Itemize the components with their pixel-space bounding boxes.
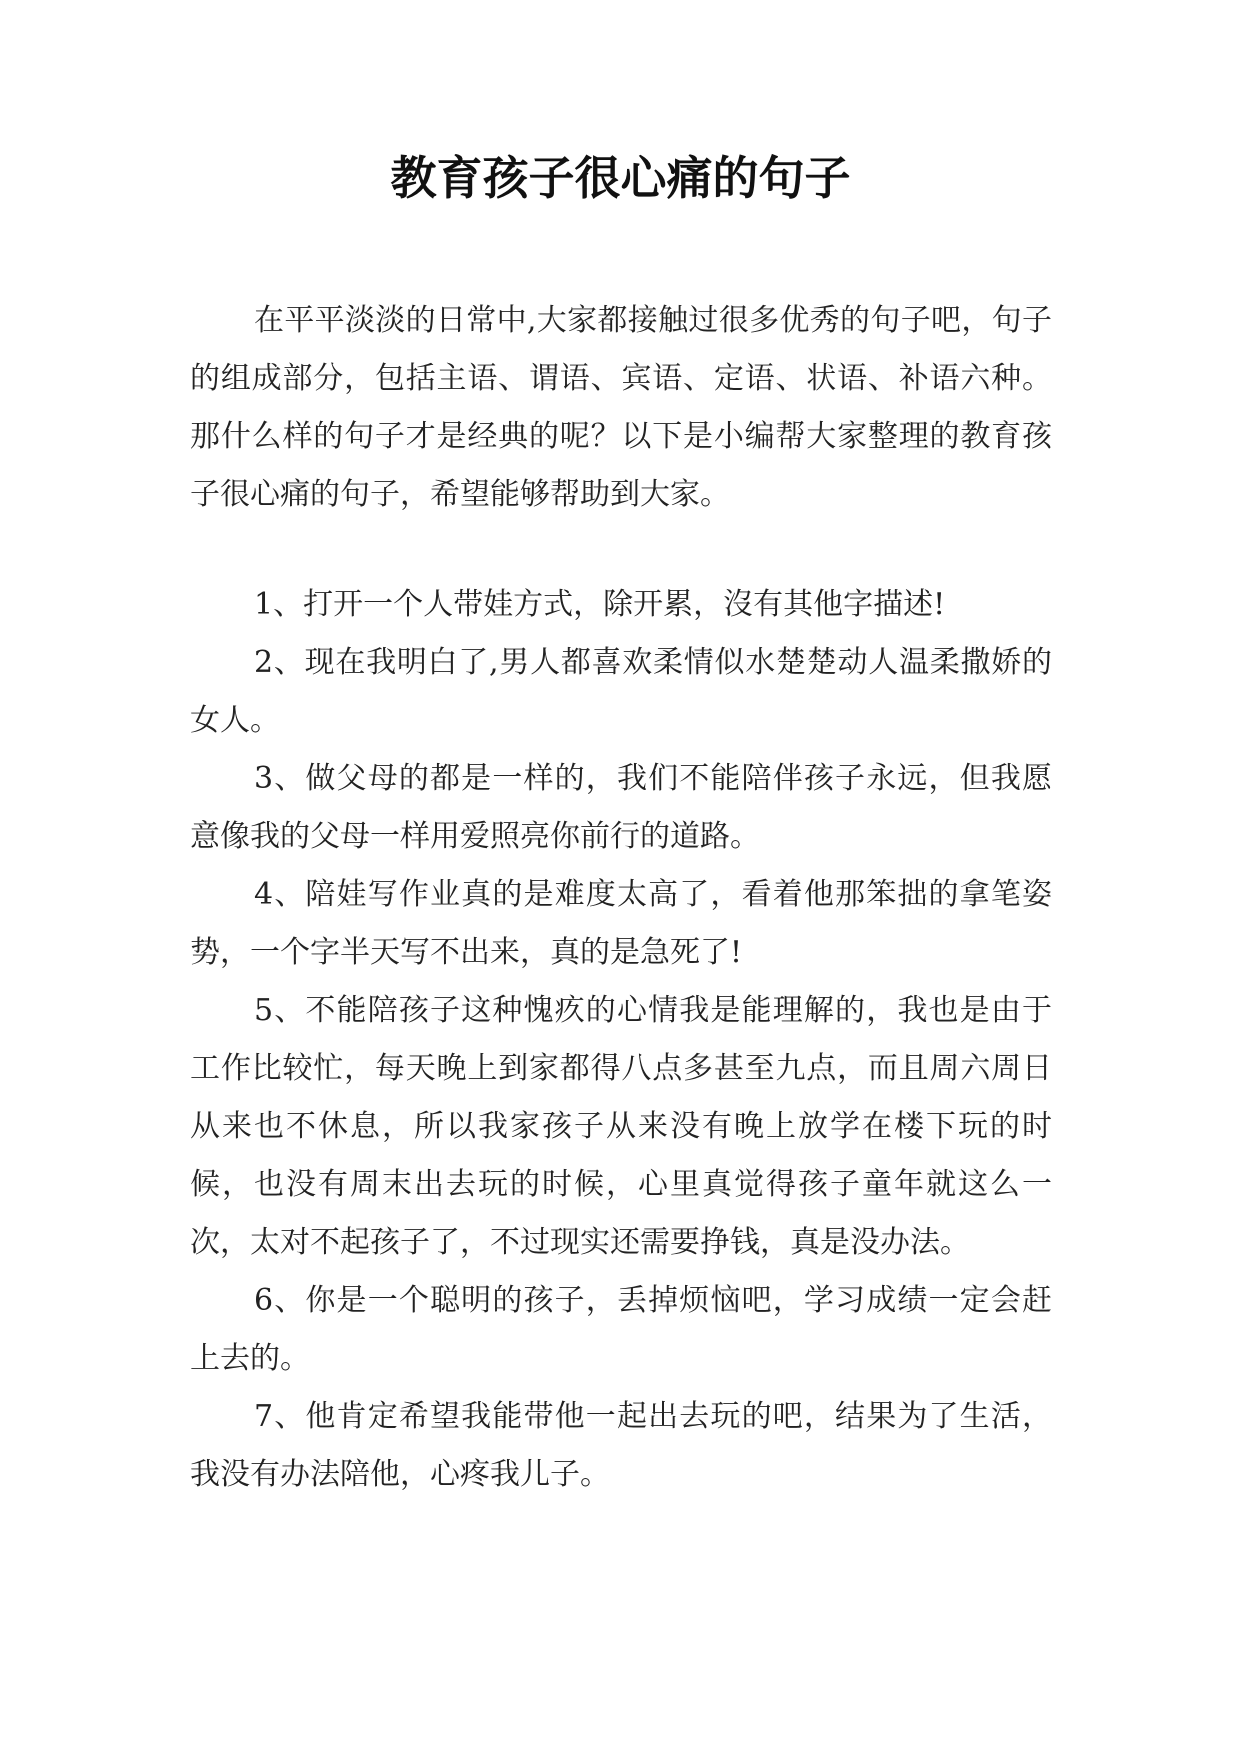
list-item: 6、你是一个聪明的孩子，丢掉烦恼吧，学习成绩一定会赶上去的。 <box>190 1283 1052 1376</box>
intro-paragraph: 在平平淡淡的日常中,大家都接触过很多优秀的句子吧，句子的组成部分，包括主语、谓语、宾语、定语、状语、补语六种。那什么样的句子才是经典的呢？以下是小编帮大家整理的教育孩子很心痛的句子，希望能够帮助到大家。 <box>190 303 1052 512</box>
list-item: 4、陪娃写作业真的是难度太高了，看着他那笨拙的拿笔姿势，一个字半天写不出来，真的是急死了! <box>190 877 1052 970</box>
document-title: 教育孩子很心痛的句子 <box>390 151 851 205</box>
list-item: 5、不能陪孩子这种愧疚的心情我是能理解的，我也是由于工作比较忙，每天晚上到家都得八点多甚至九点，而且周六周日从来也不休息，所以我家孩子从来没有晚上放学在楼下玩的时候，也没有周末出去玩的时候，心里真觉得孩子童年就这么一次，太对不起孩子了，不过现实还需要挣钱，真是没办法。 <box>190 993 1052 1260</box>
list-item: 7、他肯定希望我能带他一起出去玩的吧，结果为了生活，我没有办法陪他，心疼我儿子。 <box>190 1399 1052 1492</box>
list-item: 2、现在我明白了,男人都喜欢柔情似水楚楚动人温柔撒娇的女人。 <box>190 645 1052 738</box>
list-item: 1、打开一个人带娃方式，除开累，沒有其他字描述! <box>254 587 946 622</box>
list-item: 3、做父母的都是一样的，我们不能陪伴孩子永远，但我愿意像我的父母一样用爱照亮你前行的道路。 <box>190 761 1052 854</box>
document-body <box>190 292 1052 1504</box>
